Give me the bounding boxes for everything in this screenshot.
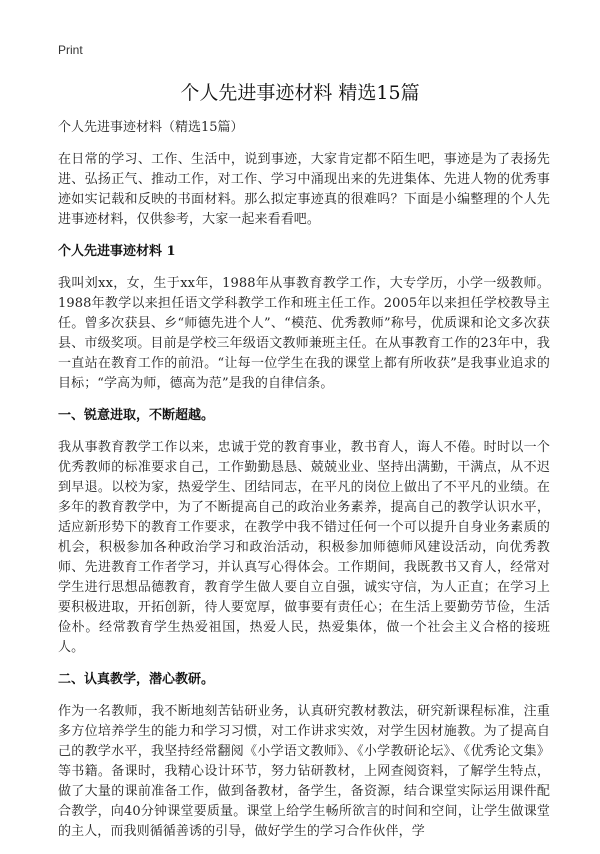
section-heading-1: 一、锐意进取，不断超越。	[58, 408, 215, 423]
material-paragraph-1: 我叫刘xx，女，生于xx年，1988年从事教育教学工作，大专学历，小学一级教师。1988年教学以来担任语文学科教学工作和班主任工作。2005年以来担任学校教导主任。曾多次获县、乡“师德先进个人”、“模范、优秀教师”称号，优质课和论文多次获县、市级奖项。目前是学校三年级语文教师兼班主任。在从事教育工作的23年中，我一直站在教育工作的前沿。“让每一位学生在我的课堂上都有所收获”是我事业追求的目标；“学高为师，德高为范”是我的自律信条。	[58, 276, 550, 391]
section-1-paragraph: 我从事教育教学工作以来，忠诚于党的教育事业，教书育人，诲人不倦。时时以一个优秀教师的标准要求自己，工作勤勤恳恳、兢兢业业、坚持出满勤，干满点，从不迟到早退。以校为家，热爱学生、团结同志，在平凡的岗位上做出了不平凡的业绩。在多年的教育教学中，为了不断提高自己的政治业务素养，提高自己的教学认识水平，适应新形势下的教育工作要求，在教学中我不错过任何一个可以提升自身业务素质的机会，积极参加各种政治学习和政治活动，积极参加师德师风建设活动，向优秀教师、先进教育工作者学习，并认真写心得体会。工作期间，我既教书又育人，经常对学生进行思想品德教育，教育学生做人要自立自强，诚实守信，为人正直；在学习上要积极进取，开拓创新，待人要宽厚，做事要有责任心；在生活上要勤劳节俭，生活俭朴。经常教育学生热爱祖国，热爱人民，热爱集体，做一个社会主义合格的接班人。	[58, 440, 550, 655]
material-heading: 个人先进事迹材料 1	[58, 244, 176, 259]
document-title: 个人先进事迹材料 精选15篇	[180, 82, 420, 104]
section-2-paragraph: 作为一名教师，我不断地刻苦钻研业务，认真研究教材教法，研究新课程标准，注重多方位培养学生的能力和学习习惯，对工作讲求实效，对学生因材施教。为了提高自己的教学水平，我坚持经常翻阅《小学语文教师》、《小学教研论坛》、《优秀论文集》等书籍。备课时，我精心设计环节，努力钻研教材，上网查阅资料，了解学生特点，做了大量的课前准备工作，做到备教材，备学生，备资源，结合课堂实际运用课件配合教学，向40分钟课堂要质量。课堂上给学生畅所欲言的时间和空间，让学生做课堂的主人，而我则循循善诱的引导，做好学生的学习合作伙伴，学	[58, 704, 550, 839]
section-heading-2: 二、认真教学，潜心教研。	[58, 672, 215, 687]
document-subtitle: 个人先进事迹材料（精选15篇）	[58, 120, 244, 135]
document-body	[58, 118, 550, 854]
print-link[interactable]: Print	[58, 43, 83, 57]
intro-paragraph: 在日常的学习、工作、生活中，说到事迹，大家肯定都不陌生吧，事迹是为了表扬先进、弘扬正气、推动工作，对工作、学习中涌现出来的先进集体、先进人物的优秀事迹如实记载和反映的书面材料。那么拟定事迹真的很难吗？下面是小编整理的个人先进事迹材料，仅供参考，大家一起来看看吧。	[58, 152, 550, 227]
